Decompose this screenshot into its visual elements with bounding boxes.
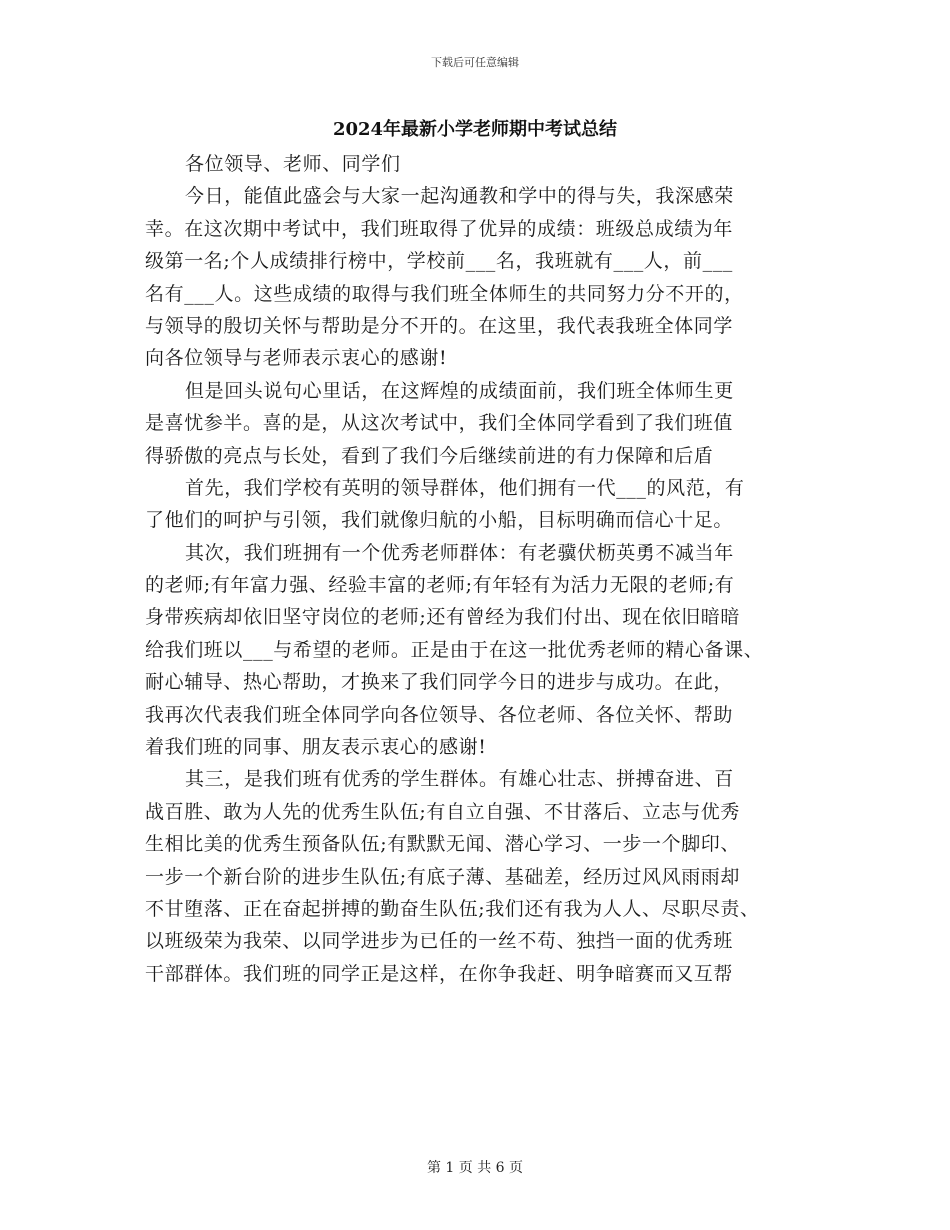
body-line: 生相比美的优秀生预备队伍;有默默无闻、潜心学习、一步一个脚印、 — [145, 833, 741, 856]
body-line: 今日，能值此盛会与大家一起沟通教和学中的得与失，我深感荣 — [185, 185, 734, 208]
body-line: 战百胜、敢为人先的优秀生队伍;有自立自强、不甘落后、立志与优秀 — [145, 800, 741, 823]
greeting-line: 各位领导、老师、同学们 — [185, 153, 401, 175]
body-line: 首先，我们学校有英明的领导群体，他们拥有一代___的风范，有 — [185, 476, 745, 499]
body-line: 级第一名;个人成绩排行榜中，学校前___名，我班就有___人，前___ — [145, 250, 733, 273]
body-line: 其三，是我们班有优秀的学生群体。有雄心壮志、拼搏奋进、百 — [185, 768, 734, 791]
body-line: 干部群体。我们班的同学正是这样，在你争我赶、明争暗赛而又互帮 — [145, 962, 734, 985]
body-line: 得骄傲的亮点与长处，看到了我们今后继续前进的有力保障和后盾 — [145, 444, 714, 467]
body-line: 一步一个新台阶的进步生队伍;有底子薄、基础差，经历过风风雨雨却 — [145, 865, 741, 888]
body-line: 名有___人。这些成绩的取得与我们班全体师生的共同努力分不开的， — [145, 282, 744, 305]
document-body — [145, 148, 825, 990]
body-line: 其次，我们班拥有一个优秀老师群体：有老骥伏枥英勇不减当年 — [185, 541, 734, 564]
body-line: 耐心辅导、热心帮助，才换来了我们同学今日的进步与成功。在此， — [145, 671, 734, 694]
body-line: 是喜忧参半。喜的是，从这次考试中，我们全体同学看到了我们班值 — [145, 412, 734, 435]
header-note: 下载后可任意编辑 — [431, 56, 519, 69]
body-line: 身带疾病却依旧坚守岗位的老师;还有曾经为我们付出、现在依旧暗暗 — [145, 606, 741, 629]
body-line: 着我们班的同事、朋友表示衷心的感谢! — [145, 736, 487, 759]
body-line: 以班级荣为我荣、以同学进步为已任的一丝不苟、独挡一面的优秀班 — [145, 930, 734, 953]
document-title: 2024年最新小学老师期中考试总结 — [332, 119, 618, 140]
body-line: 给我们班以___与希望的老师。正是由于在这一批优秀老师的精心备课、 — [145, 638, 764, 661]
body-line: 与领导的殷切关怀与帮助是分不开的。在这里，我代表我班全体同学 — [145, 314, 734, 337]
body-line: 向各位领导与老师表示衷心的感谢! — [145, 347, 448, 370]
body-line: 但是回头说句心里话，在这辉煌的成绩面前，我们班全体师生更 — [185, 379, 734, 402]
body-line: 我再次代表我们班全体同学向各位领导、各位老师、各位关怀、帮助 — [145, 703, 734, 726]
body-line: 幸。在这次期中考试中，我们班取得了优异的成绩：班级总成绩为年 — [145, 217, 734, 240]
body-line: 的老师;有年富力强、经验丰富的老师;有年轻有为活力无限的老师;有 — [145, 574, 735, 597]
page-footer: 第 1 页 共 6 页 — [426, 1160, 524, 1176]
body-line: 了他们的呵护与引领，我们就像归航的小船，目标明确而信心十足。 — [145, 509, 734, 532]
body-line: 不甘堕落、正在奋起拼搏的勤奋生队伍;我们还有我为人人、尽职尽责、 — [145, 897, 760, 920]
